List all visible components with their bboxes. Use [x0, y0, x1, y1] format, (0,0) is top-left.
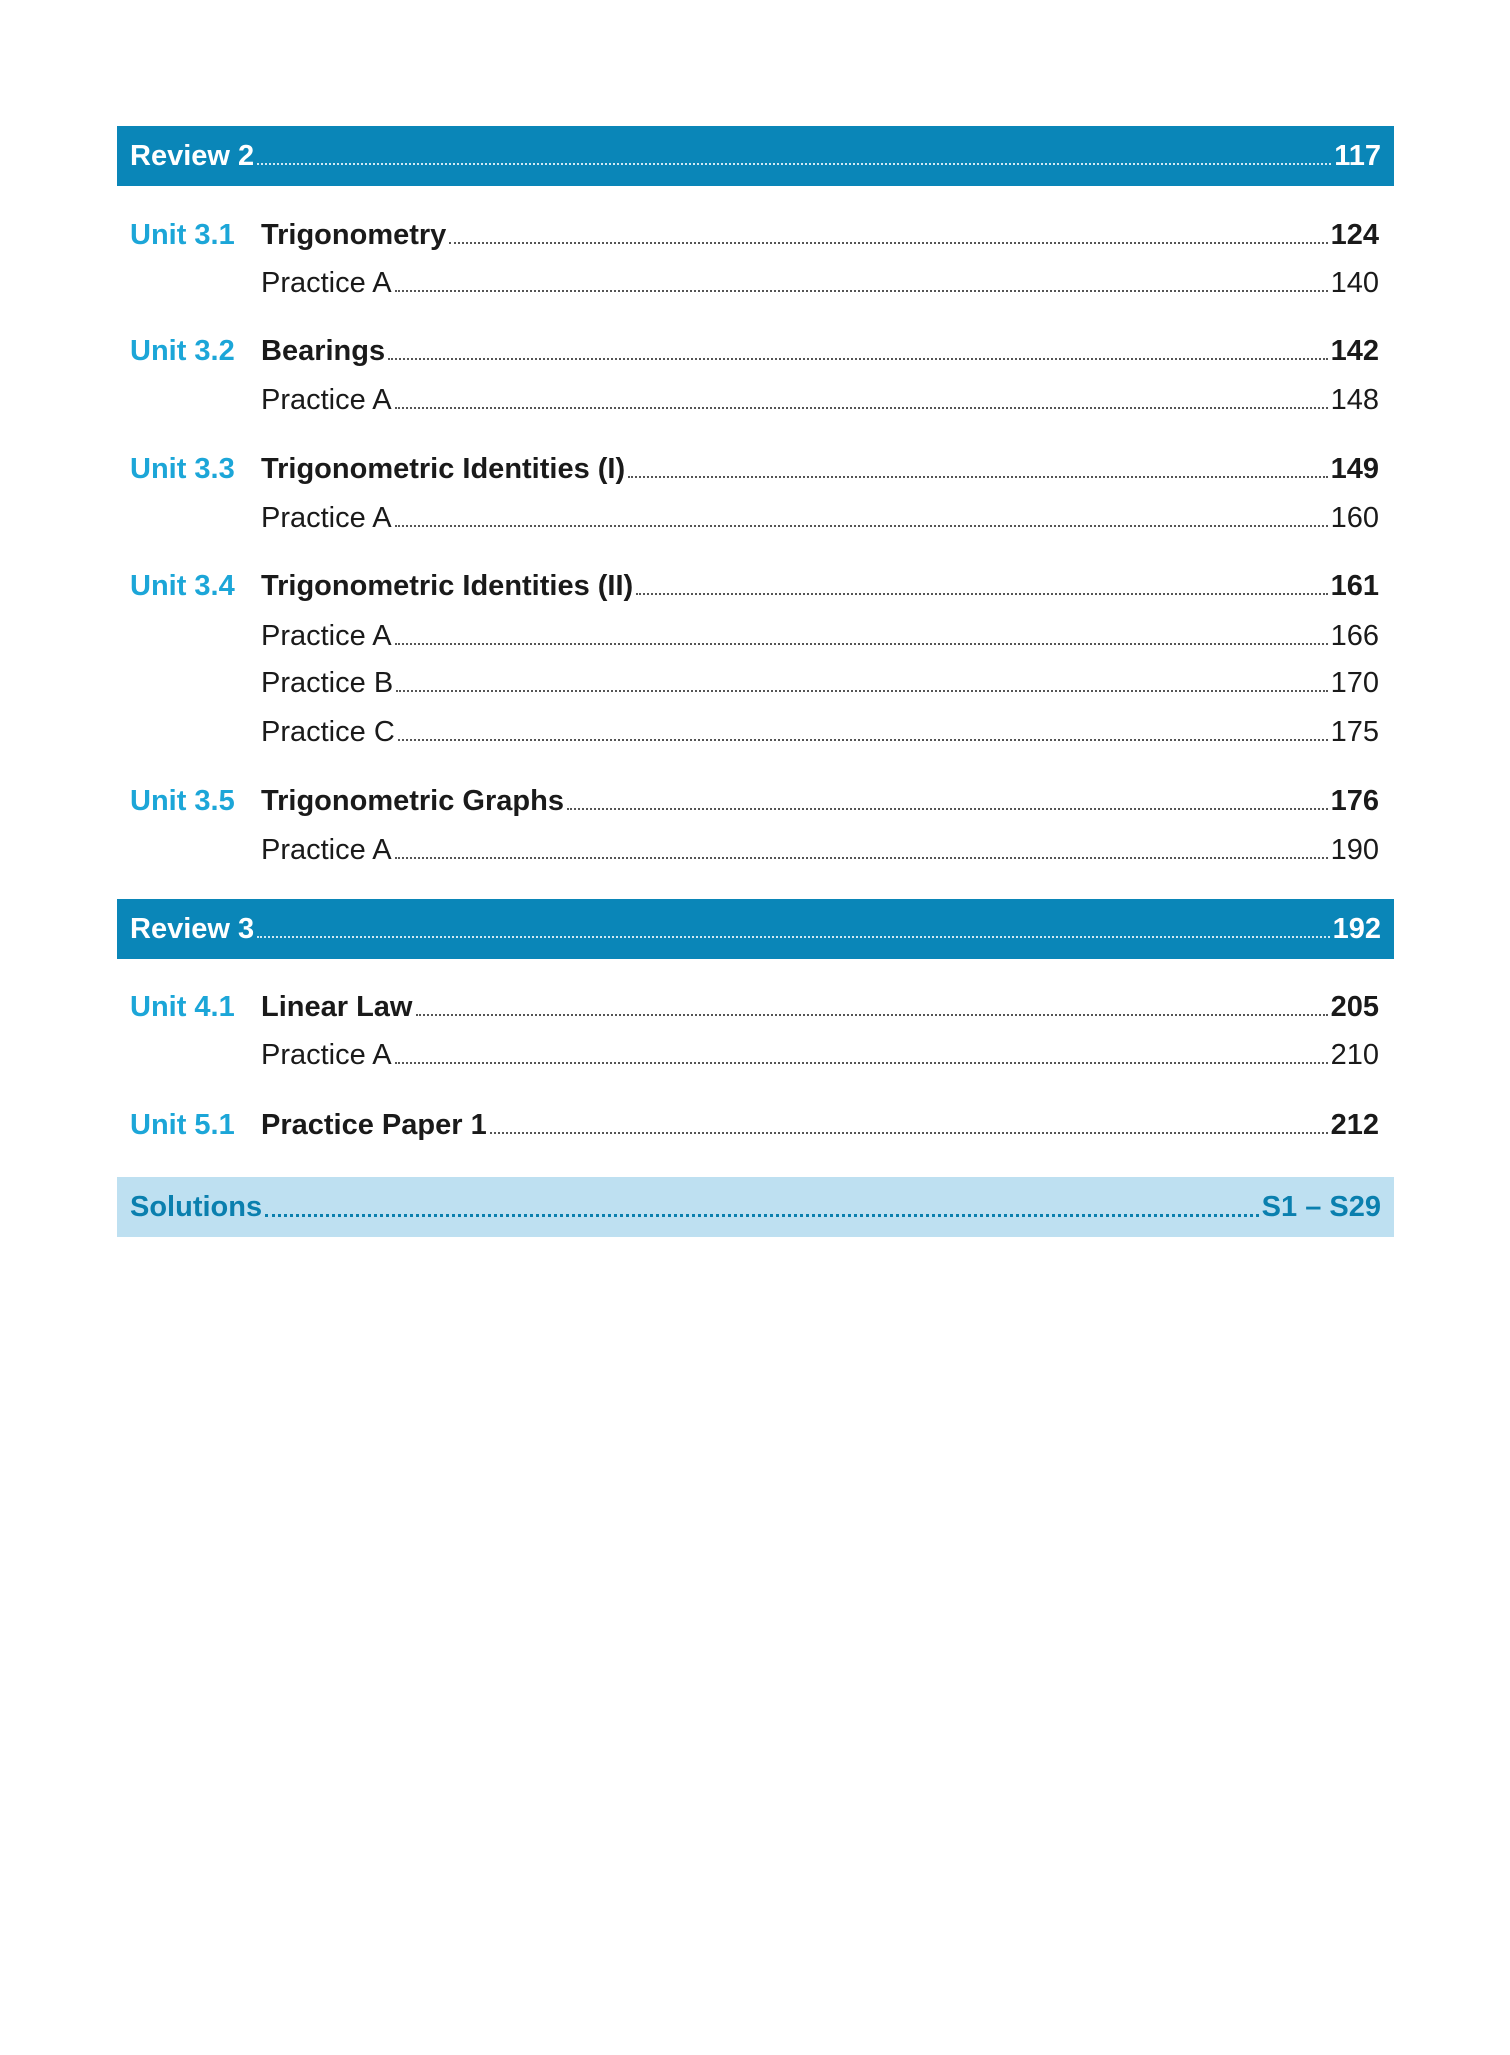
leader-dots: [388, 358, 1328, 360]
leader-dots: [628, 476, 1327, 478]
leader-dots: [416, 1014, 1328, 1016]
toc-practice-entry[interactable]: [130, 663, 1379, 703]
leader-dots: [567, 808, 1328, 810]
practice-label: Practice A: [261, 383, 392, 416]
solutions-label: Solutions: [130, 1190, 263, 1223]
unit-number: Unit 5.1: [130, 1108, 235, 1141]
page-number: 124: [1330, 218, 1379, 251]
unit-number: Unit 3.2: [130, 334, 235, 367]
page-number: 117: [1334, 139, 1381, 172]
leader-dots: [395, 643, 1328, 645]
toc-practice-entry[interactable]: [130, 498, 1379, 538]
practice-label: Practice B: [261, 666, 394, 699]
page-number: 140: [1330, 266, 1379, 299]
toc-unit-entry[interactable]: [130, 449, 1379, 489]
page-number: S1 – S29: [1261, 1190, 1381, 1223]
page-number: 192: [1332, 912, 1381, 945]
toc-practice-entry[interactable]: [130, 616, 1379, 656]
leader-dots: [395, 1062, 1328, 1064]
leader-dots: [257, 163, 1331, 165]
unit-number: Unit 3.3: [130, 452, 235, 485]
page-number: 160: [1330, 501, 1379, 534]
leader-dots: [395, 290, 1328, 292]
page-number: 170: [1330, 666, 1379, 699]
toc-review-3[interactable]: [117, 899, 1394, 959]
unit-number: Unit 3.4: [130, 569, 235, 602]
leader-dots: [257, 936, 1329, 938]
practice-label: Practice A: [261, 619, 392, 652]
practice-label: Practice A: [261, 1038, 392, 1071]
review-label: Review 3: [130, 912, 255, 945]
leader-dots: [449, 242, 1327, 244]
practice-label: Practice C: [261, 715, 395, 748]
toc-unit-entry[interactable]: [130, 781, 1379, 821]
unit-title: Linear Law: [261, 990, 413, 1023]
page-number: 190: [1330, 833, 1379, 866]
leader-dots: [395, 407, 1328, 409]
page-number: 148: [1330, 383, 1379, 416]
unit-number: Unit 3.5: [130, 784, 235, 817]
toc-unit-entry[interactable]: [130, 1105, 1379, 1145]
toc-unit-entry[interactable]: [130, 331, 1379, 371]
leader-dots: [490, 1132, 1328, 1134]
unit-title: Bearings: [261, 334, 386, 367]
review-label: Review 2: [130, 139, 255, 172]
page-number: 166: [1330, 619, 1379, 652]
toc-practice-entry[interactable]: [130, 1035, 1379, 1075]
toc-practice-entry[interactable]: [130, 830, 1379, 870]
toc-solutions[interactable]: [117, 1177, 1394, 1237]
page-number: 176: [1330, 784, 1379, 817]
toc-unit-entry[interactable]: [130, 987, 1379, 1027]
practice-label: Practice A: [261, 501, 392, 534]
page-number: 205: [1330, 990, 1379, 1023]
toc-practice-entry[interactable]: [130, 712, 1379, 752]
toc-practice-entry[interactable]: [130, 380, 1379, 420]
toc-unit-entry[interactable]: [130, 215, 1379, 255]
unit-number: Unit 4.1: [130, 990, 235, 1023]
page-number: 175: [1330, 715, 1379, 748]
unit-title: Trigonometric Graphs: [261, 784, 564, 817]
toc-practice-entry[interactable]: [130, 263, 1379, 303]
page-number: 210: [1330, 1038, 1379, 1071]
toc-review-2[interactable]: [117, 126, 1394, 186]
unit-title: Practice Paper 1: [261, 1108, 487, 1141]
toc-unit-entry[interactable]: [130, 566, 1379, 606]
page-number: 212: [1330, 1108, 1379, 1141]
leader-dots: [396, 690, 1327, 692]
leader-dots: [395, 525, 1328, 527]
practice-label: Practice A: [261, 833, 392, 866]
page-number: 142: [1330, 334, 1379, 367]
leader-dots: [636, 593, 1327, 595]
unit-title: Trigonometric Identities (II): [261, 569, 634, 602]
unit-title: Trigonometric Identities (I): [261, 452, 626, 485]
unit-title: Trigonometry: [261, 218, 447, 251]
page-number: 149: [1330, 452, 1379, 485]
practice-label: Practice A: [261, 266, 392, 299]
leader-dots: [265, 1214, 1259, 1217]
unit-number: Unit 3.1: [130, 218, 235, 251]
leader-dots: [398, 739, 1328, 741]
leader-dots: [395, 857, 1328, 859]
page-number: 161: [1330, 569, 1379, 602]
